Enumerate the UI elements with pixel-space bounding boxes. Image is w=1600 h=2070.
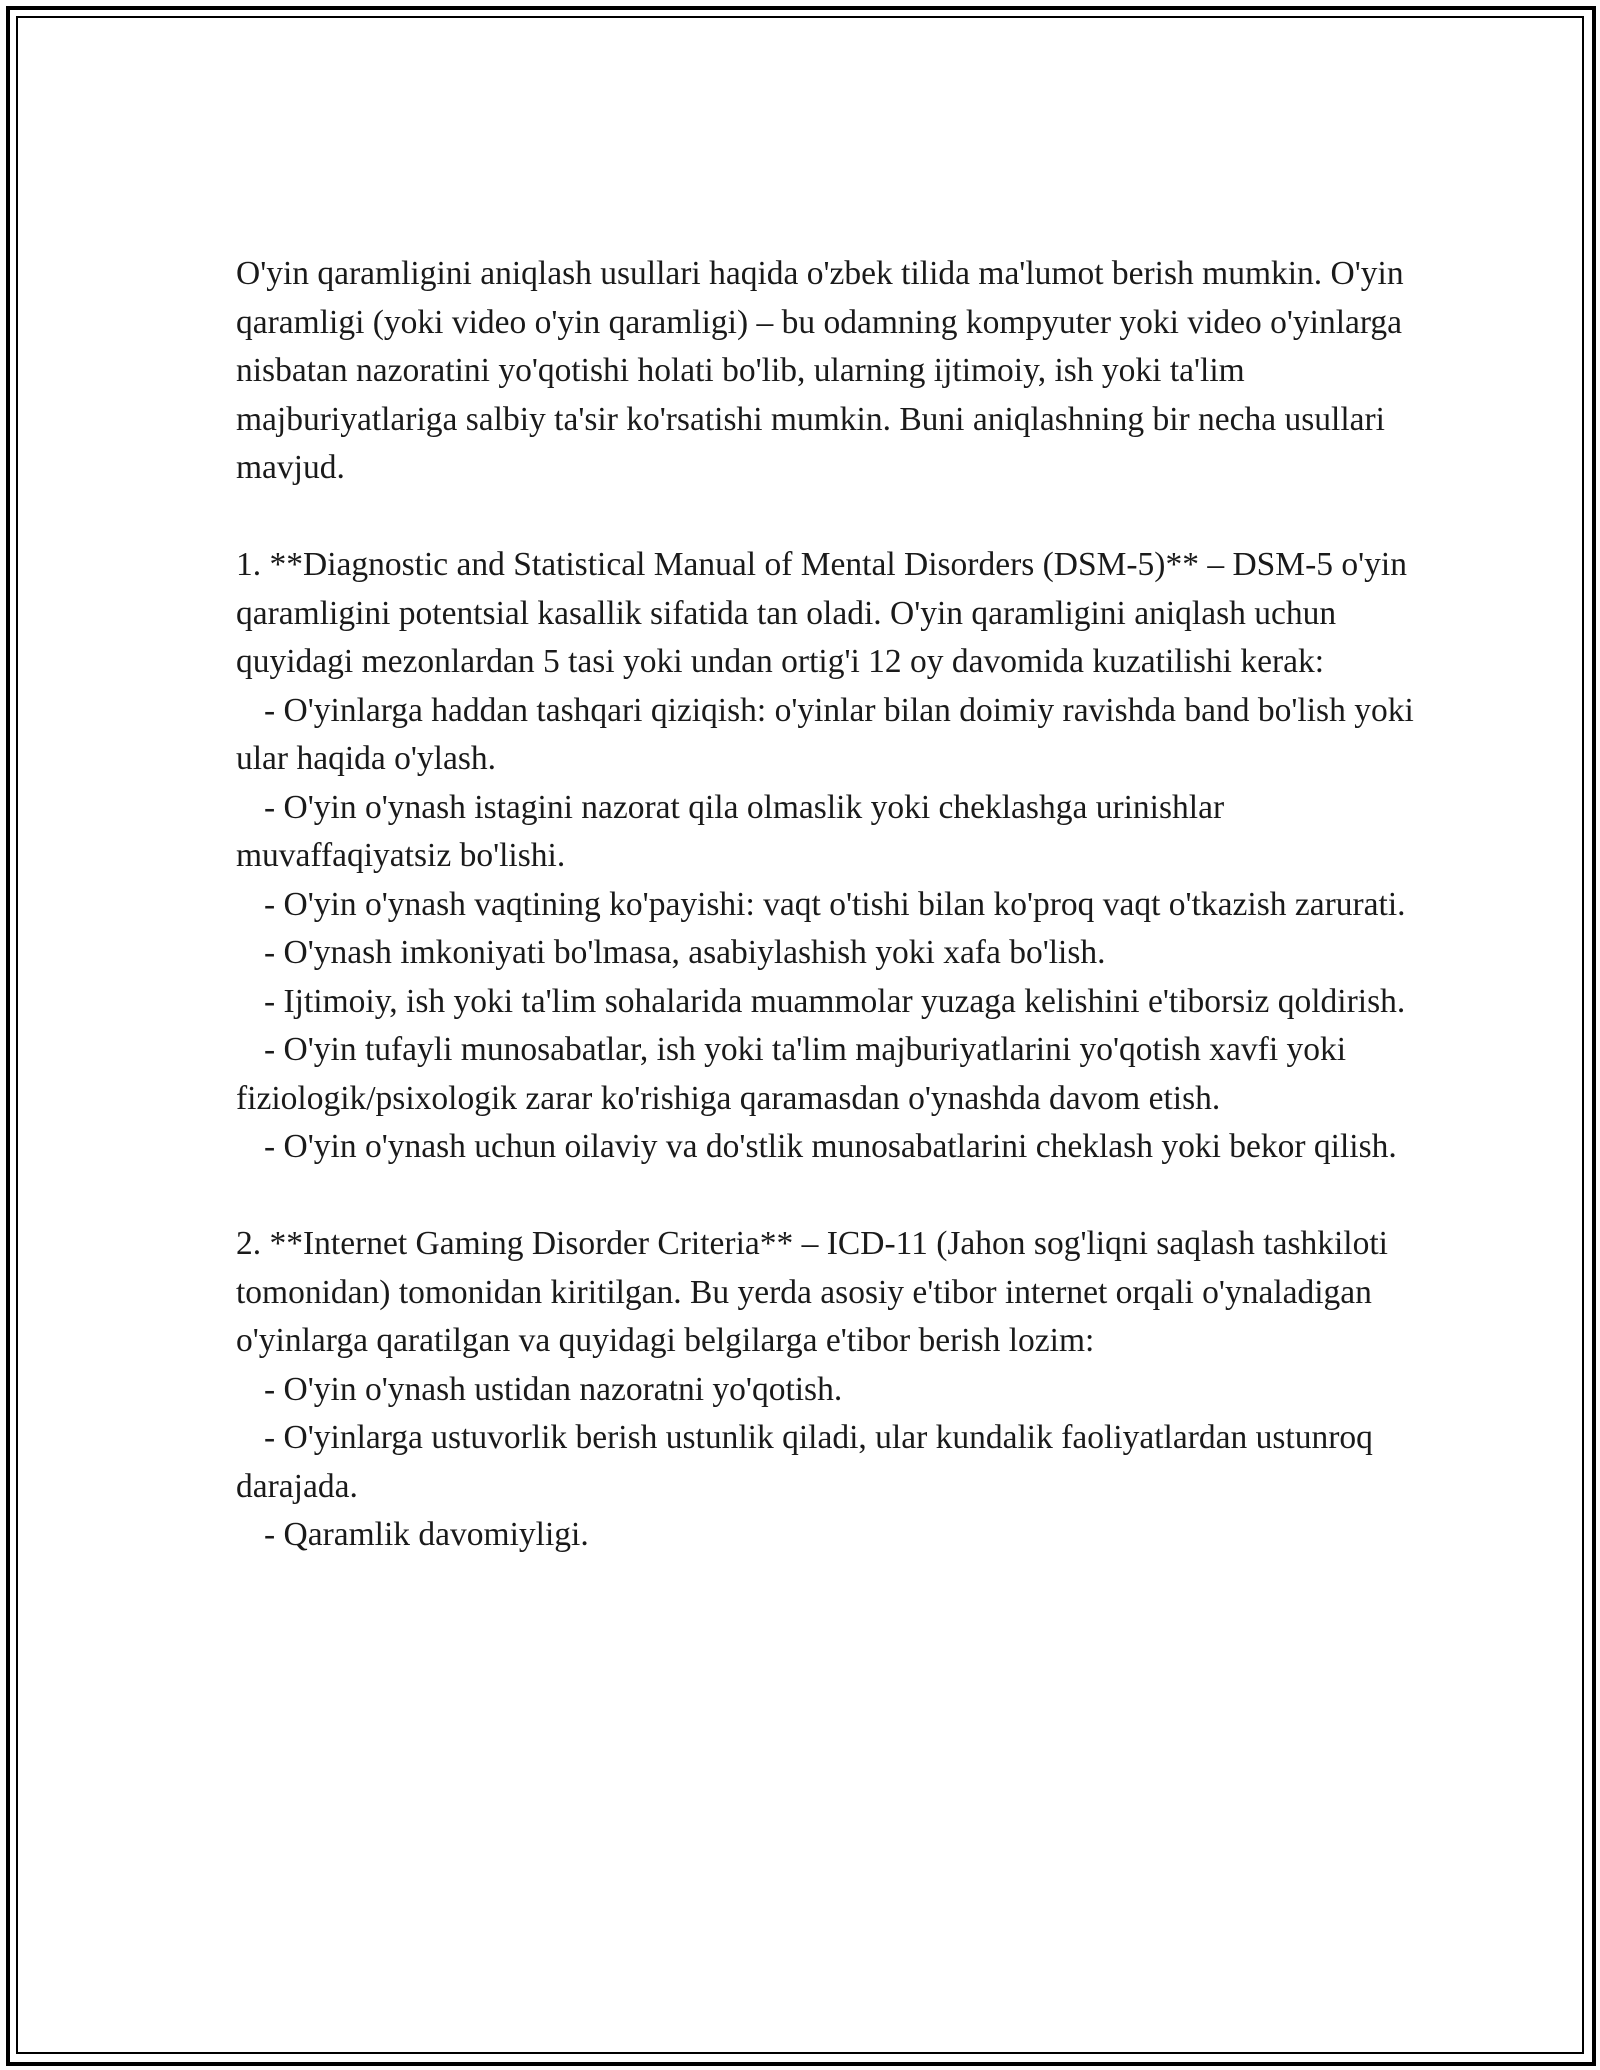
paragraph-gap <box>236 1172 1416 1221</box>
section-1-item: - O'yinlarga haddan tashqari qiziqish: o'yinlar bilan doimiy ravishda band bo'lish yoki ular haqida o'ylash. <box>236 691 1414 777</box>
section-1-item: - O'yin o'ynash uchun oilaviy va do'stlik munosabatlarini cheklash yoki bekor qilish. <box>264 1128 1397 1165</box>
section-1-item: - O'ynash imkoniyati bo'lmasa, asabiylashish yoki xafa bo'lish. <box>264 934 1106 971</box>
section-1-item: - Ijtimoiy, ish yoki ta'lim sohalarida muammolar yuzaga kelishini e'tiborsiz qoldirish. <box>264 982 1406 1020</box>
paragraph-gap <box>236 493 1416 542</box>
section-2-item: - O'yin o'ynash ustidan nazoratni yo'qotish. <box>264 1370 843 1408</box>
section-2-heading: 2. **Internet Gaming Disorder Criteria** – ICD-11 (Jahon sog'liqni saqlash tashkiloti tomonidan) tomonidan kiritilgan. Bu yerda asosiy e'tibor internet orqali o'ynaladigan o'yinlarga qaratilgan va quyidagi belgilarga e'tibor berish lozim: <box>236 1225 1388 1359</box>
section-1-item: - O'yin o'ynash vaqtining ko'payishi: vaqt o'tishi bilan ko'proq vaqt o'tkazish zarurati. <box>264 885 1406 923</box>
section-1-item: - O'yin tufayli munosabatlar, ish yoki ta'lim majburiyatlarini yo'qotish xavfi yoki fiziologik/psixologik zarar ko'rishiga qaramasdan o'ynashda davom etish. <box>236 1031 1347 1117</box>
section-1-heading: 1. **Diagnostic and Statistical Manual of Mental Disorders (DSM-5)** – DSM-5 o'yin qaramligini potentsial kasallik sifatida tan oladi. O'yin qaramligini aniqlash uchun quyidagi mezonlardan 5 tasi yoki undan ortig'i 12 oy davomida kuzatilishi kerak: <box>236 546 1407 680</box>
section-1-item: - O'yin o'ynash istagini nazorat qila olmaslik yoki cheklashga urinishlar muvaffaqiyatsiz bo'lishi. <box>236 788 1225 874</box>
document-body <box>236 250 1416 1560</box>
section-2-item: - Qaramlik davomiyligi. <box>264 1516 589 1553</box>
section-2-item: - O'yinlarga ustuvorlik berish ustunlik qiladi, ular kundalik faoliyatlardan ustunroq darajada. <box>236 1419 1373 1505</box>
intro-paragraph: O'yin qaramligini aniqlash usullari haqida o'zbek tilida ma'lumot berish mumkin. O'yin qaramligi (yoki video o'yin qaramligi) – bu odamning kompyuter yoki video o'yinlarga nisbatan nazoratini yo'qotishi holati bo'lib, ularning ijtimoiy, ish yoki ta'lim majburiyatlariga salbiy ta'sir ko'rsatishi mumkin. Buni aniqlashning bir necha usullari mavjud. <box>236 255 1404 486</box>
